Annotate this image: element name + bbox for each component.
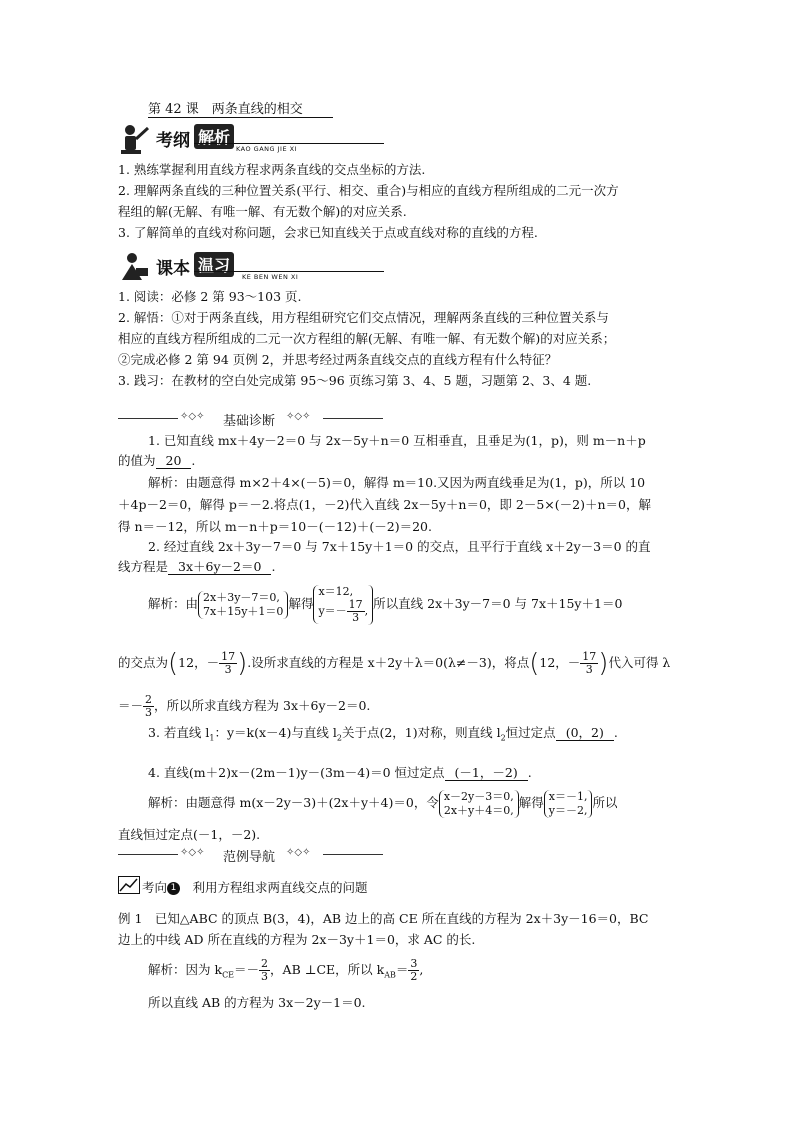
equation-system: 2x＋3y－7＝0, 7x＋15y＋1＝0 bbox=[198, 591, 283, 619]
q1-answer: 20 bbox=[156, 453, 192, 469]
banner-rule bbox=[194, 143, 384, 144]
banner-box-text: 解析 bbox=[194, 124, 234, 149]
fraction: $\frac{2}{3}$ bbox=[261, 957, 269, 983]
kaogang-line-1: 1. 熟练掌握利用直线方程求两条直线的交点坐标的方法. bbox=[118, 162, 426, 177]
banner-main-text: 课本 bbox=[156, 259, 190, 279]
q2-solution-1: 解析：由 2x＋3y－7＝0, 7x＋15y＋1＝0 解得 x＝12, y＝－ $\frac{17}{3}$ , 所以直线 2x＋3y－7＝0 与 7x＋15y＋1＝0 bbox=[148, 585, 623, 624]
kaoxiang-heading: 考向 1 利用方程组求两直线交点的问题 bbox=[142, 880, 368, 895]
banner-pinyin: KE BEN WEN XI bbox=[242, 273, 299, 281]
q2-stem-2: 线方程是 3x＋6y－2＝0 . bbox=[118, 559, 276, 574]
reading-figure-icon bbox=[118, 250, 152, 284]
q4-stem: 4. 直线(m＋2)x－(2m－1)y－(3m－4)＝0 恒过定点 (－1，－2) . bbox=[148, 765, 532, 780]
banner-rule bbox=[194, 271, 384, 272]
example-1-line-1: 例 1 已知△ABC 的顶点 B(3，4)，AB 边上的高 CE 所在直线的方程为 2x＋3y－16＝0，BC bbox=[118, 911, 649, 926]
fraction: $\frac{3}{2}$ bbox=[410, 957, 418, 983]
banner-keben bbox=[118, 250, 338, 286]
q3-answer: (0，2) bbox=[556, 725, 614, 741]
ornament-icon: ✧◇✧ bbox=[286, 411, 311, 422]
q3-stem: 3. 若直线 $l_1$：y＝k(x－4)与直线 $l_2$关于点(2，1)对称，则直线 $l_2$恒过定点 (0，2) . bbox=[148, 725, 618, 743]
q4-solution-1: 解析：由题意得 m(x－2y－3)＋(2x＋y＋4)＝0，令 x－2y－3＝0, 2x＋y＋4＝0, 解得 x＝－1, y＝－2, 所以 bbox=[148, 789, 618, 817]
kaoxiang-number: 1 bbox=[167, 882, 180, 895]
keben-line-2: 2. 解悟：①对于两条直线，用方程组研究它们交点情况，理解两条直线的三种位置关系与 bbox=[118, 310, 609, 325]
banner-pinyin: KAO GANG JIE XI bbox=[236, 145, 297, 153]
example-1-solution-1: 解析：因为 $k_{CE}=-$ $\frac{2}{3}$ ，AB ⊥CE，所以 $k_{AB}=$ $\frac{3}{2}$ , bbox=[148, 957, 424, 983]
example-1-solution-2: 所以直线 AB 的方程为 3x－2y－1＝0. bbox=[148, 995, 366, 1010]
q1-solution-3: 得 n＝－12，所以 m－n＋p＝10－(－12)＋(－2)＝20. bbox=[118, 519, 432, 534]
q1-solution-1: 解析：由题意得 m×2＋4×(－5)＝0，解得 m＝10.又因为两直线垂足为(1，p)，所以 10 bbox=[148, 475, 646, 490]
q1-stem: 1. 已知直线 mx＋4y－2＝0 与 2x－5y＋n＝0 互相垂直，且垂足为(1，p)，则 m－n＋p bbox=[148, 433, 646, 448]
q2-stem: 2. 经过直线 2x＋3y－7＝0 与 7x＋15y＋1＝0 的交点，且平行于直线 x＋2y－3＝0 的直 bbox=[148, 539, 651, 554]
trend-chart-icon bbox=[118, 876, 140, 894]
kaogang-line-2: 2. 理解两条直线的三种位置关系(平行、相交、重合)与相应的直线方程所组成的二元一次方 bbox=[118, 183, 619, 198]
q1-stem-2: 的值为 20 . bbox=[118, 453, 196, 468]
example-1-line-2: 边上的中线 AD 所在直线的方程为 2x－3y＋1＝0，求 AC 的长. bbox=[118, 932, 476, 947]
q2-solution-3: ＝－ $\frac{2}{3}$ ，所以所求直线方程为 3x＋6y－2＝0. bbox=[118, 693, 371, 719]
kaogang-line-3: 程组的解(无解、有唯一解、有无数个解)的对应关系. bbox=[118, 204, 407, 219]
section-title: 范例导航 bbox=[223, 850, 276, 865]
lesson-title: 第 42 课 两条直线的相交 bbox=[148, 98, 333, 118]
student-figure-icon bbox=[118, 122, 152, 156]
keben-line-3: 相应的直线方程所组成的二元一次方程组的解(无解、有唯一解、有无数个解)的对应关系； bbox=[118, 331, 616, 346]
keben-line-5: 3. 践习：在教材的空白处完成第 95～96 页练习第 3、4、5 题，习题第 2、3、4 题. bbox=[118, 373, 592, 388]
banner-box-text: 温习 bbox=[194, 252, 234, 277]
solution-system: x＝－1, y＝－2, bbox=[544, 790, 588, 818]
equation-system: x－2y－3＝0, 2x＋y＋4＝0, bbox=[439, 790, 514, 818]
q1-solution-2: ＋4p－2＝0，解得 p＝－2.将点(1，－2)代入直线 2x－5y＋n＝0，即 2－5×(－2)＋n＝0，解 bbox=[118, 497, 651, 512]
ornament-icon: ✧◇✧ bbox=[180, 411, 205, 422]
keben-line-4: ②完成必修 2 第 94 页例 2，并思考经过两条直线交点的直线方程有什么特征？ bbox=[118, 352, 558, 367]
ornament-icon: ✧◇✧ bbox=[180, 847, 205, 858]
fraction: $\frac{17}{3}$ bbox=[582, 650, 597, 676]
q2-solution-2: 的交点为(12，－ $\frac{17}{3}$ ).设所求直线的方程是 x＋2y＋λ＝0(λ≠－3)，将点(12，－ $\frac{17}{3}$ )代入可得 λ bbox=[118, 648, 671, 679]
kaogang-line-4: 3. 了解简单的直线对称问题，会求已知直线关于点或直线对称的直线的方程. bbox=[118, 225, 538, 240]
section-title: 基础诊断 bbox=[223, 414, 276, 429]
ornament-icon: ✧◇✧ bbox=[286, 847, 311, 858]
q2-answer: 3x＋6y－2＝0 bbox=[168, 559, 271, 575]
fraction: $\frac{17}{3}$ bbox=[348, 598, 363, 624]
fraction: $\frac{2}{3}$ bbox=[145, 693, 153, 719]
q4-solution-2: 直线恒过定点(－1，－2). bbox=[118, 827, 261, 842]
section-divider-jichu bbox=[118, 411, 383, 427]
solution-system: x＝12, y＝－ $\frac{17}{3}$ , bbox=[313, 585, 368, 624]
banner-main-text: 考纲 bbox=[156, 131, 190, 151]
keben-line-1: 1. 阅读：必修 2 第 93～103 页. bbox=[118, 289, 302, 304]
banner-kaogang bbox=[118, 122, 338, 158]
fraction: $\frac{17}{3}$ bbox=[221, 650, 236, 676]
section-divider-fanli bbox=[118, 847, 383, 863]
q4-answer: (－1，－2) bbox=[445, 765, 528, 781]
